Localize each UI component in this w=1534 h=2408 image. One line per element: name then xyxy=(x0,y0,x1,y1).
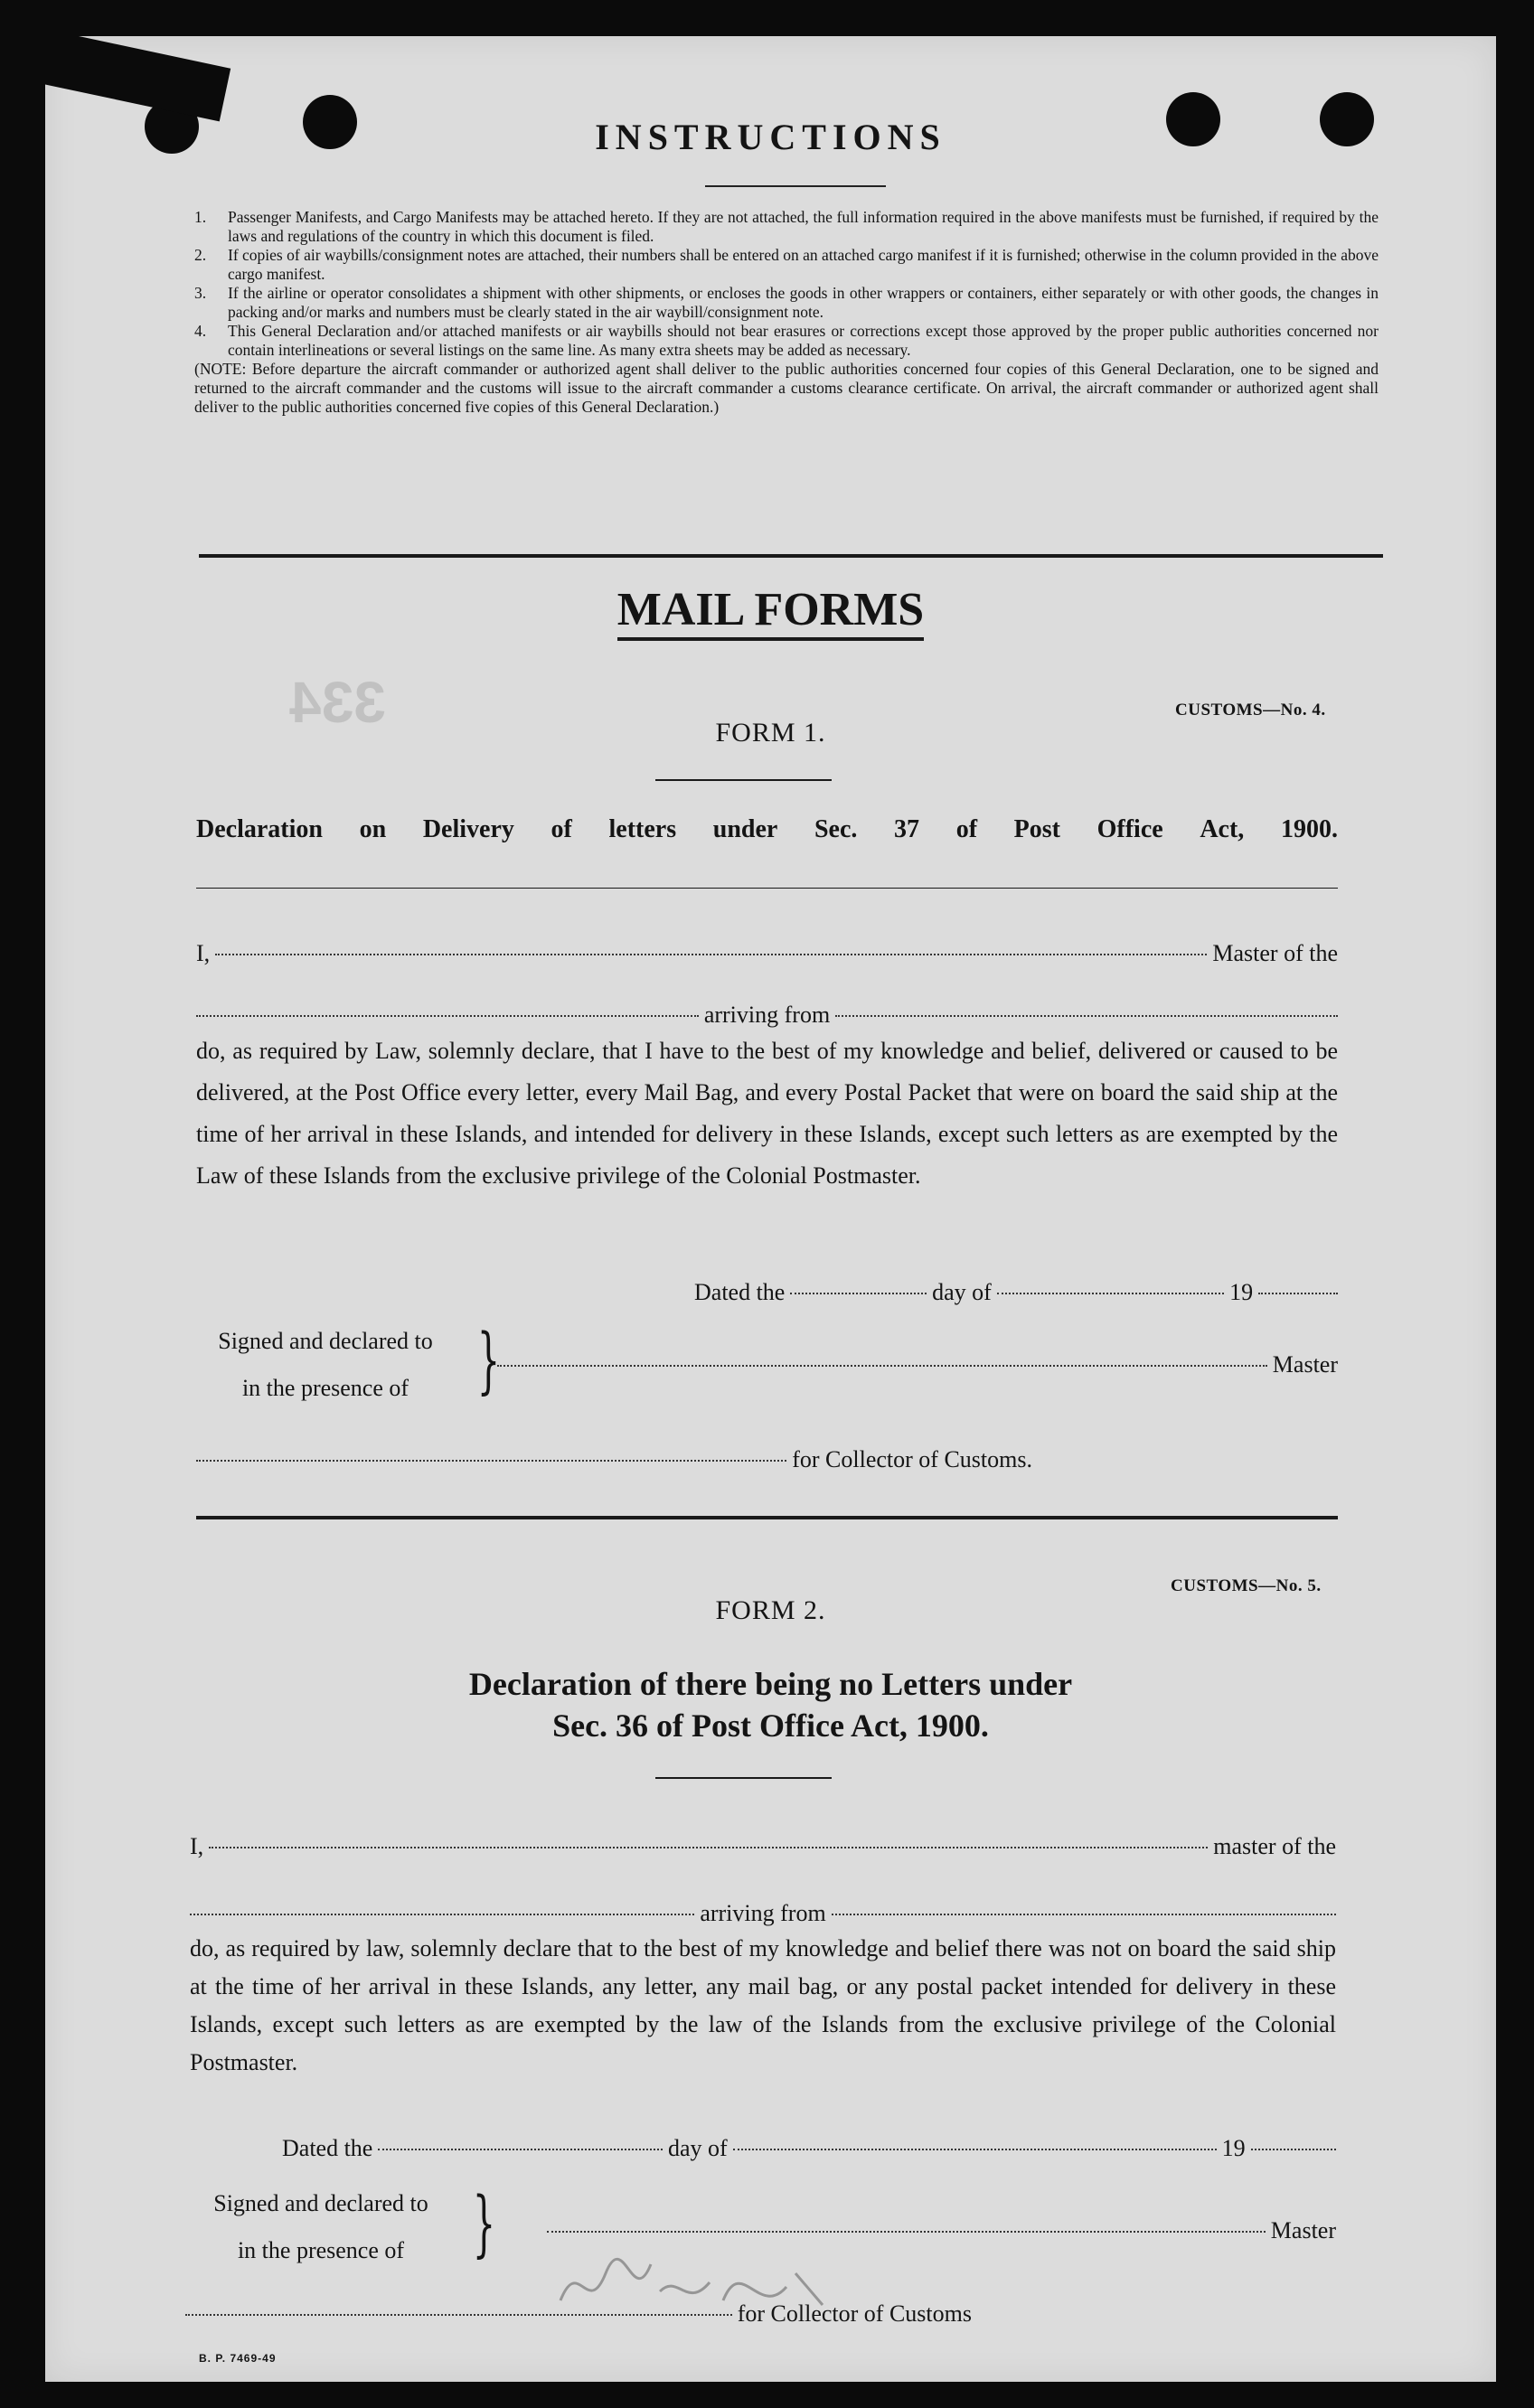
form1-collector-signature-field[interactable] xyxy=(196,1460,786,1462)
form2-customs-number: CUSTOMS—No. 5. xyxy=(1171,1576,1322,1595)
bleed-through-stamp: 334 xyxy=(289,670,386,735)
form1-arriving-line xyxy=(196,1002,1338,1029)
instruction-note-text: (NOTE: Before departure the aircraft commander or authorized agent shall deliver to the public authorities concerned four copies of this General Declaration, one to be signed and returned to the aircraft commander and the customs will issue to the aircraft commander a customs clearance certificate. On arrival, the aircraft commander or authorized agent shall deliver to the public authorities concerned five copies of this General Declaration.) xyxy=(194,360,1379,416)
form1-decl-word: on xyxy=(359,815,387,843)
form1-decl-word: Office xyxy=(1096,815,1163,843)
form2-day-of: day of xyxy=(668,2135,728,2161)
instruction-note xyxy=(194,360,1379,417)
form1-title-rule xyxy=(655,779,832,781)
form1-heading-rule xyxy=(196,888,1338,889)
instruction-text: If copies of air waybills/consignment notes are attached, their numbers shall be entered on an attached cargo manifest if it is furnished; otherwise in the column provided in the above cargo manifest. xyxy=(228,246,1379,283)
form1-date-day-field[interactable] xyxy=(790,1293,927,1294)
document-page xyxy=(45,36,1496,2382)
forms-separator-rule xyxy=(196,1516,1338,1519)
form2-date-year-field[interactable] xyxy=(1251,2149,1336,2150)
form2-signed-label xyxy=(185,2180,456,2274)
form1-collector-line xyxy=(196,1446,1032,1473)
form2-dated-line xyxy=(282,2135,1336,2162)
footer-form-code: B. P. 7469-49 xyxy=(199,2352,277,2365)
form1-year: 19 xyxy=(1229,1279,1254,1305)
form2-signed-line2: in the presence of xyxy=(237,2237,405,2263)
form1-customs-number: CUSTOMS—No. 4. xyxy=(1175,701,1326,720)
instructions-list xyxy=(194,208,1379,417)
form2-signed-line1: Signed and declared to xyxy=(213,2190,428,2216)
form1-arriving-from: arriving from xyxy=(703,1002,831,1028)
form1-master-signature-field[interactable] xyxy=(497,1365,1267,1367)
form1-dated-the: Dated the xyxy=(694,1279,786,1305)
form1-date-year-field[interactable] xyxy=(1258,1293,1338,1294)
form1-i-label: I, xyxy=(196,940,211,966)
form1-collector-label: for Collector of Customs. xyxy=(792,1446,1032,1472)
form2-arriving-from: arriving from xyxy=(700,1900,826,1926)
form1-master-line xyxy=(497,1351,1338,1378)
instructions-title: INSTRUCTIONS xyxy=(595,117,946,157)
form1-decl-word: Sec. xyxy=(814,815,858,843)
form1-decl-word: under xyxy=(712,815,778,843)
form2-ship-field[interactable] xyxy=(190,1914,694,1915)
form1-title: FORM 1. xyxy=(715,718,826,748)
form1-body: do, as required by Law, solemnly declare, that I have to the best of my knowledge and belief, delivered or caused to be delivered, at the Post Office every letter, every Mail Bag, and every Postal Packet that were on board the said ship at the time of her arrival in these Islands, and intended for delivery in these Islands, except such letters as are exempted by the Law of these Islands from the exclusive privilege of the Colonial Postmaster. xyxy=(196,1038,1338,1189)
form1-origin-field[interactable] xyxy=(835,1015,1338,1017)
form2-dated-the: Dated the xyxy=(282,2135,373,2161)
form1-decl-word: Act, xyxy=(1200,815,1245,843)
mail-forms-title xyxy=(45,583,1496,636)
instruction-number: 3. xyxy=(194,284,207,302)
instructions-bottom-rule xyxy=(199,554,1383,558)
instruction-text: This General Declaration and/or attached manifests or air waybills should not bear erasures or corrections except those approved by the proper public authorities concerned nor contain interlineations or several listings on the same line. As many extra sheets may be added as necessary. xyxy=(228,322,1379,359)
instruction-text: Passenger Manifests, and Cargo Manifests may be attached hereto. If they are not attached, the full information required in the above manifests must be furnished, if required by the laws and regulations of the country in which this document is filed. xyxy=(228,208,1379,245)
form2-declaration-heading xyxy=(45,1663,1496,1746)
form1-decl-word: Declaration xyxy=(196,815,323,843)
form2-title: FORM 2. xyxy=(715,1595,826,1625)
form1-signed-line2: in the presence of xyxy=(241,1375,409,1401)
form1-decl-word: Delivery xyxy=(422,815,514,843)
form1-declaration-heading xyxy=(196,815,1338,844)
form1-master-label: Master xyxy=(1272,1351,1338,1378)
instruction-item xyxy=(194,322,1379,360)
form2-date-day-field[interactable] xyxy=(378,2149,663,2150)
form1-master-of-the: Master of the xyxy=(1212,940,1338,966)
instruction-item xyxy=(194,246,1379,284)
form1-signed-label xyxy=(190,1318,461,1412)
form1-decl-word: 37 xyxy=(894,815,920,843)
instruction-item xyxy=(194,208,1379,246)
handwritten-signature xyxy=(551,2237,841,2337)
form2-master-signature-field[interactable] xyxy=(547,2231,1266,2233)
form1-date-month-field[interactable] xyxy=(997,1293,1224,1294)
form2-i-label: I, xyxy=(190,1833,204,1859)
form1-brace: } xyxy=(476,1318,501,1402)
form2-date-month-field[interactable] xyxy=(733,2149,1217,2150)
form2-master-of-the: master of the xyxy=(1213,1833,1336,1859)
instruction-item xyxy=(194,284,1379,322)
form1-decl-word: letters xyxy=(608,815,677,843)
form2-origin-field[interactable] xyxy=(832,1914,1336,1915)
form1-decl-word: of xyxy=(551,815,572,843)
form1-decl-word: Post xyxy=(1013,815,1060,843)
form2-name-field[interactable] xyxy=(209,1847,1208,1848)
mail-forms-title-text: MAIL FORMS xyxy=(617,584,924,641)
form1-dated-line xyxy=(694,1279,1338,1306)
form2-master-label: Master xyxy=(1270,2217,1336,2243)
form1-name-field[interactable] xyxy=(215,954,1207,955)
form2-brace: } xyxy=(472,2181,496,2265)
form2-body: do, as required by law, solemnly declare that to the best of my knowledge and belief there was not on board the said ship at the time of her arrival in these Islands, any letter, any mail bag, or any postal packet intended for delivery in these Islands, except such letters as are exempted by the law of the Islands from the exclusive privilege of the Colonial Postmaster. xyxy=(190,1935,1336,2075)
instruction-number: 4. xyxy=(194,322,207,340)
form1-signed-line1: Signed and declared to xyxy=(218,1328,433,1354)
form1-ship-field[interactable] xyxy=(196,1015,699,1017)
form2-collector-label: for Collector of Customs xyxy=(737,2300,972,2327)
torn-corner xyxy=(45,36,231,121)
form1-decl-word: 1900. xyxy=(1280,815,1338,843)
form2-declaration-line2: Sec. 36 of Post Office Act, 1900. xyxy=(552,1707,989,1744)
instructions-title-rule xyxy=(705,185,886,187)
form2-year: 19 xyxy=(1221,2135,1246,2161)
form2-heading-rule xyxy=(655,1777,832,1779)
instruction-number: 1. xyxy=(194,208,207,226)
form1-decl-word: of xyxy=(955,815,978,843)
instruction-text: If the airline or operator consolidates a shipment with other shipments, or encloses the goods in other wrappers or containers, either separately or with other goods, the changes in packing and/or marks and numbers must be clearly stated in the air waybill/consignment note. xyxy=(228,284,1379,321)
form2-arriving-line xyxy=(190,1900,1336,1927)
form2-name-line xyxy=(190,1833,1336,1860)
form1-day-of: day of xyxy=(932,1279,992,1305)
instruction-number: 2. xyxy=(194,246,207,264)
form1-name-line xyxy=(196,940,1338,967)
form2-declaration-line1: Declaration of there being no Letters under xyxy=(468,1666,1073,1702)
